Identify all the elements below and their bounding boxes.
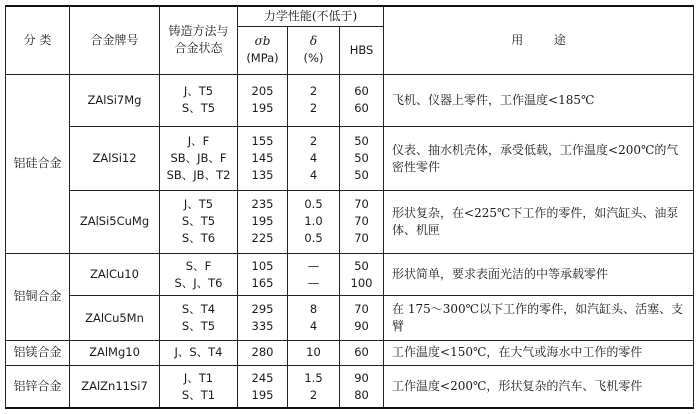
hbs-cell: 60 60	[340, 74, 384, 127]
hbs-cell: 90 80	[340, 366, 384, 408]
table-row	[6, 296, 694, 340]
sigma-cell: 280	[238, 340, 288, 365]
hbs-cell: 50 100	[340, 254, 384, 296]
sigma-cell: 235 195 225	[238, 190, 288, 253]
hbs-cell: 50 50 50	[340, 127, 384, 190]
alloy-cell: ZAlCu10	[70, 254, 160, 296]
hbs-cell: 70 90	[340, 296, 384, 340]
delta-unit: (%)	[303, 51, 324, 65]
alloy-cell: ZAlSi7Mg	[70, 74, 160, 127]
delta-cell: 10	[288, 340, 340, 365]
method-cell: S、F S、J、T6	[160, 254, 238, 296]
alloy-table-container	[5, 5, 693, 409]
method-cell: S、T4 S、T5	[160, 296, 238, 340]
table-row	[6, 127, 694, 190]
usage-cell: 工作温度<200℃，形状复杂的汽车、飞机零件	[384, 366, 694, 408]
method-cell: J、T5 S、T5 S、T6	[160, 190, 238, 253]
usage-cell: 形状简单，要求表面光洁的中等承载零件	[384, 254, 694, 296]
table-row	[6, 74, 694, 127]
header-mechanical-properties: 力学性能(不低于)	[238, 6, 384, 26]
header-row-1	[6, 6, 694, 26]
alloy-cell: ZAlMg10	[70, 340, 160, 365]
delta-cell: 8 4	[288, 296, 340, 340]
sigma-cell: 205 195	[238, 74, 288, 127]
header-alloy-grade: 合金牌号	[70, 6, 160, 74]
table-row	[6, 340, 694, 365]
header-hbs: HBS	[340, 26, 384, 74]
delta-cell: 0.5 1.0 0.5	[288, 190, 340, 253]
category-cell: 铝铜合金	[6, 254, 70, 341]
sigma-cell: 105 165	[238, 254, 288, 296]
method-cell: J、F SB、JB、F SB、JB、T2	[160, 127, 238, 190]
category-cell: 铝锌合金	[6, 366, 70, 408]
sigma-b-symbol: σb	[254, 34, 271, 48]
usage-cell: 在 175～300℃以下工作的零件，如汽缸头、活塞、支臂	[384, 296, 694, 340]
delta-cell: 2 4 4	[288, 127, 340, 190]
delta-symbol: δ	[309, 34, 318, 48]
alloy-cell: ZAlSi12	[70, 127, 160, 190]
sigma-cell: 245 195	[238, 366, 288, 408]
usage-cell: 形状复杂，在<225℃下工作的零件，如汽缸头、油泵体、机匣	[384, 190, 694, 253]
header-method-state: 铸造方法与 合金状态	[160, 6, 238, 74]
category-cell: 铝硅合金	[6, 74, 70, 254]
header-sigma-b	[238, 26, 288, 74]
usage-cell: 仪表、抽水机壳体，承受低载，工作温度<200℃的气密性零件	[384, 127, 694, 190]
method-cell: J、T1 S、T1	[160, 366, 238, 408]
header-delta	[288, 26, 340, 74]
method-cell: J、T5 S、T5	[160, 74, 238, 127]
usage-cell: 飞机、仪器上零件，工作温度<185℃	[384, 74, 694, 127]
header-usage: 用 途	[384, 6, 694, 74]
method-cell: J、S、T4	[160, 340, 238, 365]
header-category: 分 类	[6, 6, 70, 74]
alloy-cell: ZAlCu5Mn	[70, 296, 160, 340]
sigma-cell: 295 335	[238, 296, 288, 340]
table-row	[6, 190, 694, 253]
cast-aluminum-alloy-table	[5, 5, 694, 409]
delta-cell: — —	[288, 254, 340, 296]
usage-cell: 工作温度<150℃，在大气或海水中工作的零件	[384, 340, 694, 365]
alloy-cell: ZAlSi5CuMg	[70, 190, 160, 253]
alloy-cell: ZAlZn11Si7	[70, 366, 160, 408]
delta-cell: 1.5 2	[288, 366, 340, 408]
category-cell: 铝镁合金	[6, 340, 70, 365]
hbs-cell: 60	[340, 340, 384, 365]
sigma-b-unit: (MPa)	[246, 51, 279, 65]
delta-cell: 2 2	[288, 74, 340, 127]
hbs-cell: 70 70 70	[340, 190, 384, 253]
sigma-cell: 155 145 135	[238, 127, 288, 190]
table-row	[6, 366, 694, 408]
table-row	[6, 254, 694, 296]
